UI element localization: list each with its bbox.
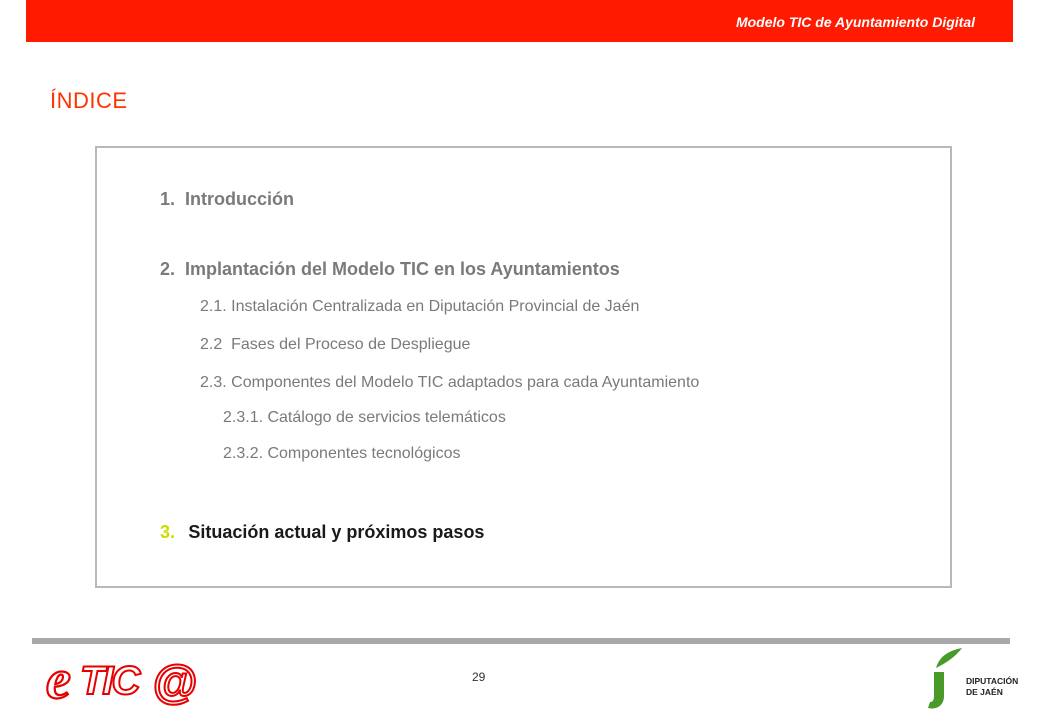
diputacion-logo-text <box>966 676 1018 698</box>
toc-item-1 <box>160 189 294 210</box>
toc-item-2 <box>160 259 620 280</box>
toc-item-3-number: 3. <box>160 522 176 542</box>
diputacion-line-2: DE JAÉN <box>966 687 1003 697</box>
footer-divider <box>32 638 1010 644</box>
toc-item-2-3: 2.3. Componentes del Modelo TIC adaptados para cada Ayuntamiento <box>200 374 700 391</box>
toc-item-2-1: 2.1. Instalación Centralizada en Diputación Provincial de Jaén <box>200 298 640 315</box>
toc-item-2-label: Implantación del Modelo TIC en los Ayuntamientos <box>185 259 620 279</box>
toc-item-3-active <box>160 522 484 543</box>
etica-logo-icon <box>44 648 200 710</box>
toc-item-2-3-1: 2.3.1. Catálogo de servicios telemáticos <box>223 409 506 426</box>
page-number: 29 <box>472 670 486 684</box>
header-bar <box>26 0 1013 42</box>
svg-text:e: e <box>46 649 71 710</box>
toc-item-2-number: 2. <box>160 259 176 279</box>
toc-item-3-label: Situación actual y próximos pasos <box>188 522 485 542</box>
toc-item-1-label: Introducción <box>185 189 295 209</box>
toc-item-2-3-2: 2.3.2. Componentes tecnológicos <box>223 445 461 462</box>
toc-item-1-number: 1. <box>160 189 176 209</box>
svg-text:TIC: TIC <box>80 659 139 703</box>
header-title: Modelo TIC de Ayuntamiento Digital <box>735 14 975 30</box>
toc-item-2-2: 2.2 Fases del Proceso de Despliegue <box>200 336 471 353</box>
toc-box <box>95 146 952 588</box>
svg-text:@: @ <box>152 656 197 708</box>
page-title: ÍNDICE <box>50 88 128 113</box>
diputacion-logo-icon <box>922 646 966 712</box>
diputacion-line-1: DIPUTACIÓN <box>966 676 1019 686</box>
